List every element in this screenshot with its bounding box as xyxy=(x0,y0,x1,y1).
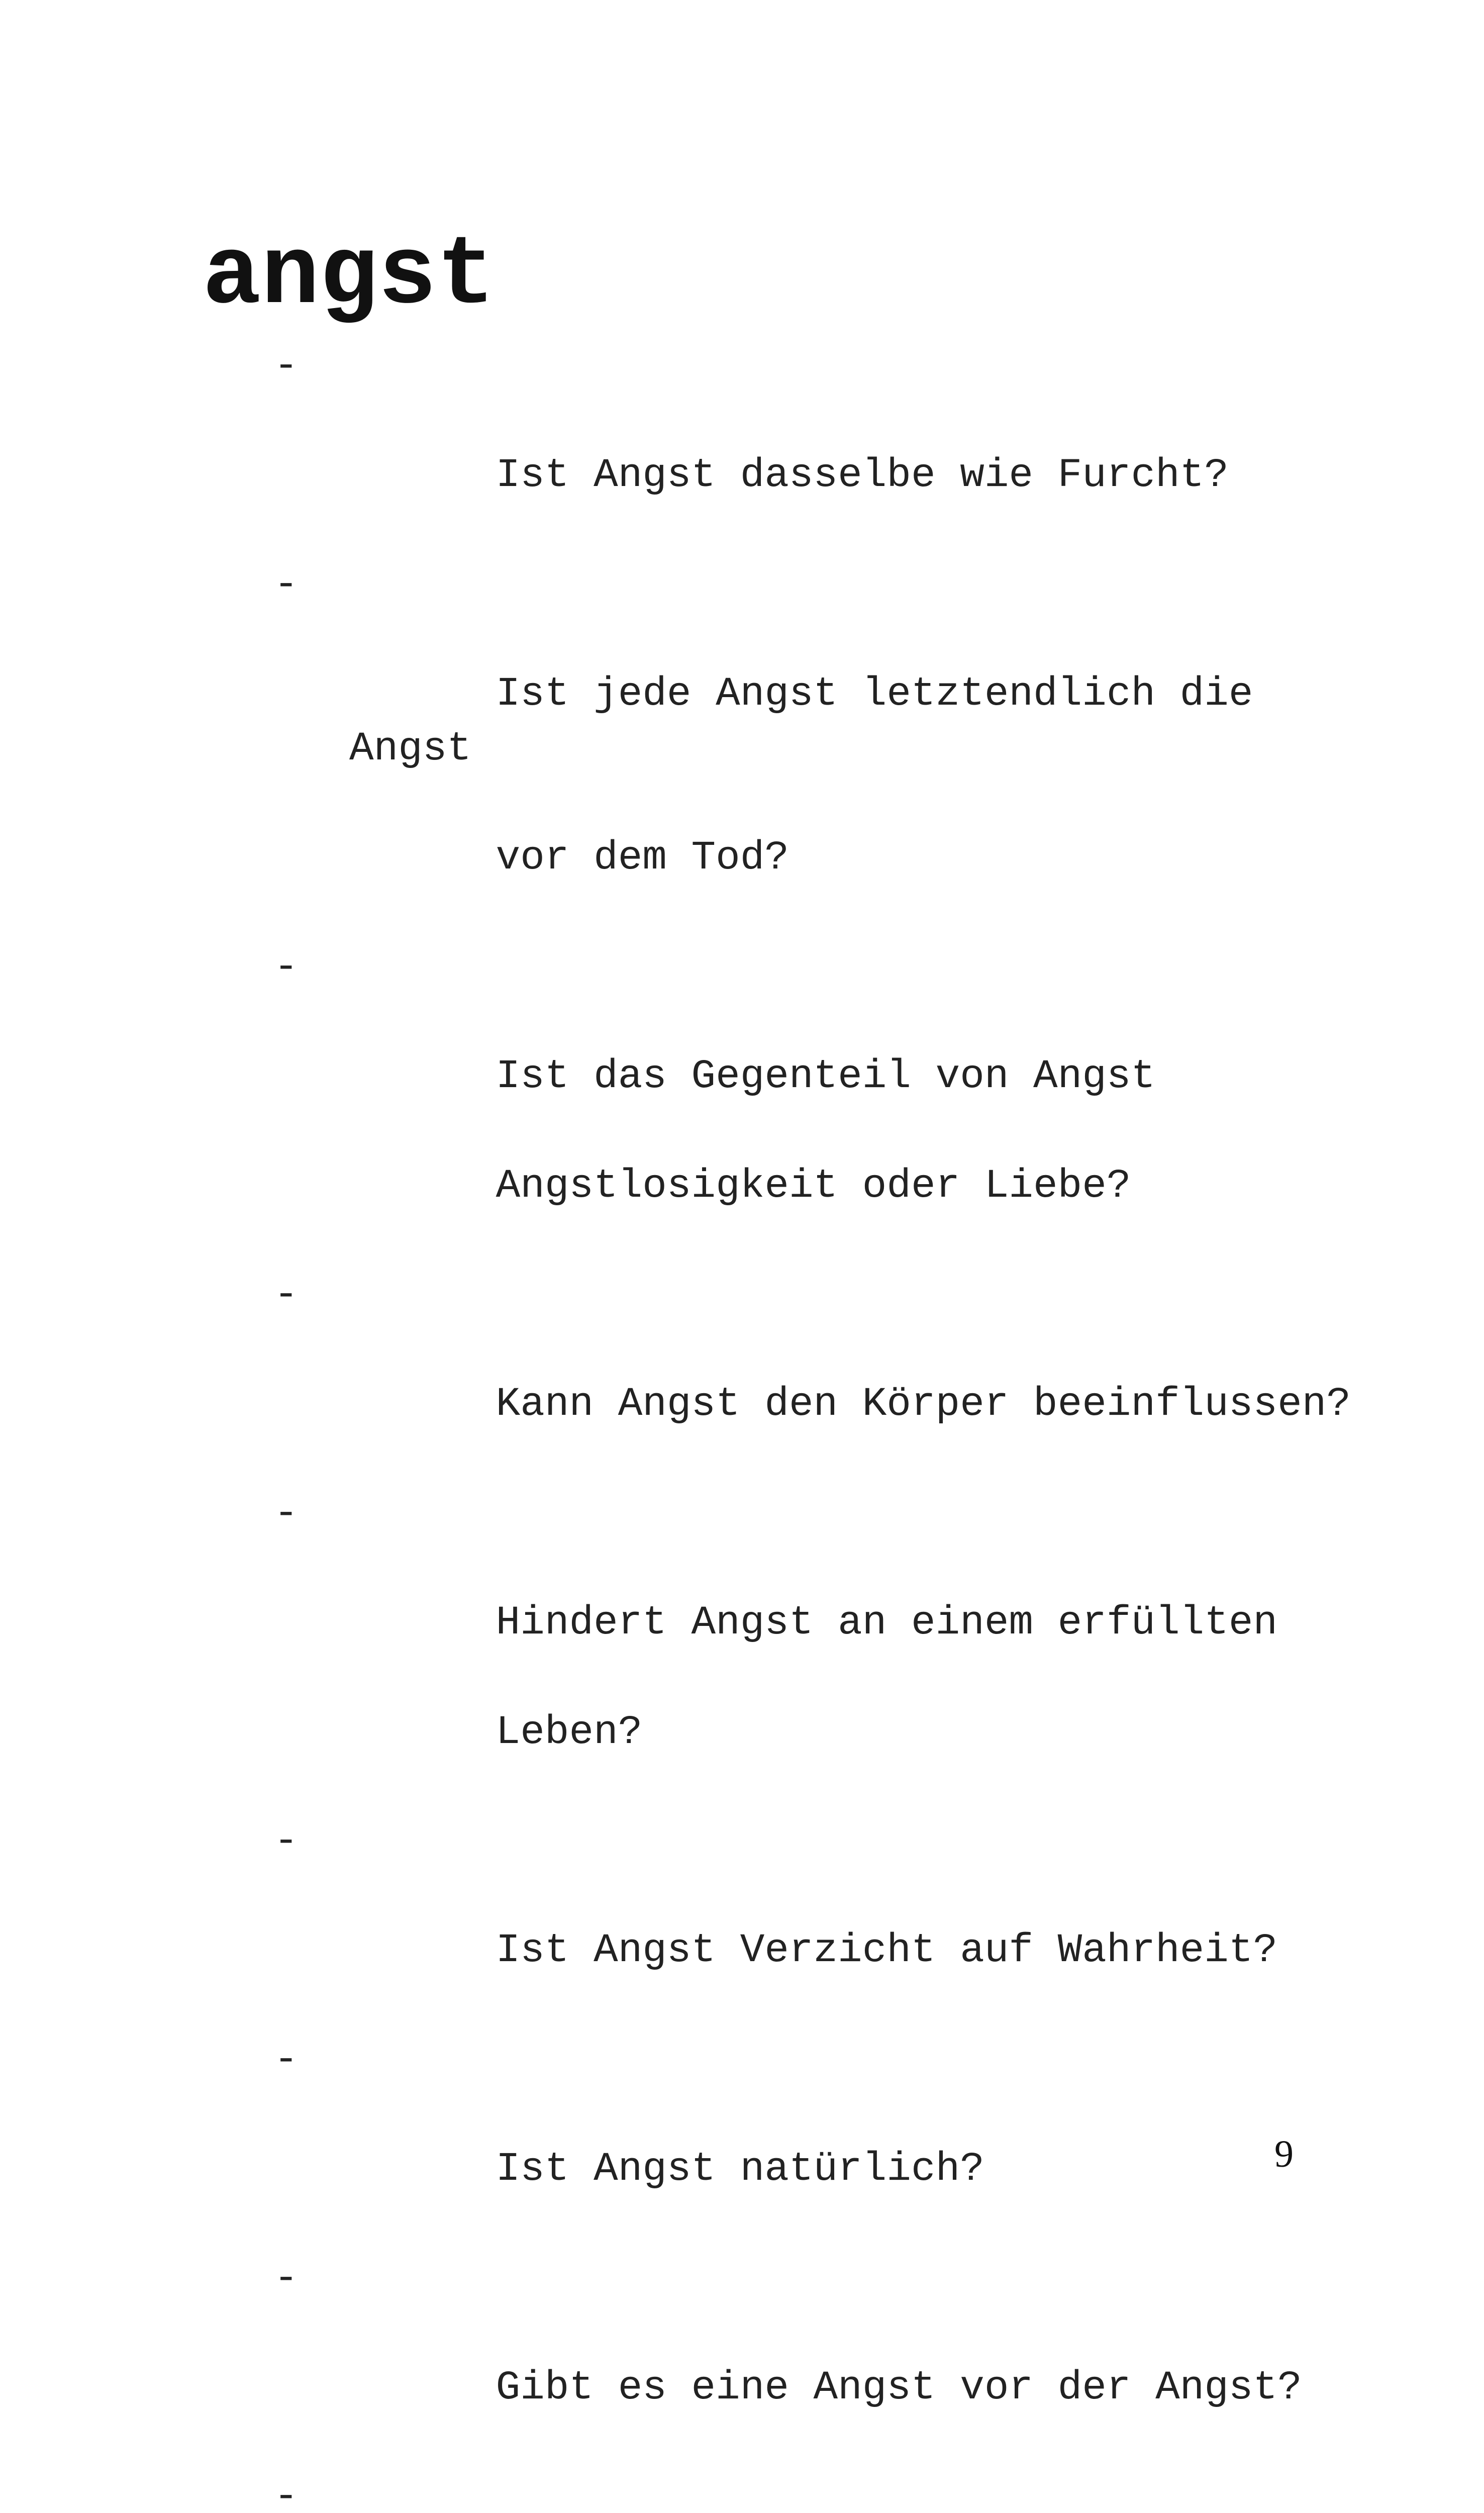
question-item xyxy=(274,2470,1379,2513)
page-number: 9 xyxy=(1274,2133,1294,2175)
bullet-dash: - xyxy=(274,1818,299,1865)
question-item xyxy=(274,2034,1379,2252)
question-line-continued: vor dem Tod? xyxy=(496,835,789,882)
question-line-continued: Angstlosigkeit oder Liebe? xyxy=(496,1163,1131,1209)
question-line: Ist das Gegenteil von Angst xyxy=(496,1054,1156,1100)
question-item xyxy=(274,941,1379,1269)
question-item xyxy=(274,1815,1379,2034)
question-list xyxy=(274,340,1379,2513)
page-title: angst xyxy=(203,221,496,332)
question-line: Gibt es eine Angst vor der Angst? xyxy=(496,2365,1302,2411)
question-item xyxy=(274,1487,1379,1815)
question-line: Ist Angst dasselbe wie Furcht? xyxy=(496,453,1229,499)
question-item xyxy=(274,2252,1379,2471)
bullet-dash: - xyxy=(274,2474,299,2513)
question-line: Ist Angst natürlich? xyxy=(496,2147,984,2193)
question-line: Ist jede Angst letztendlich die Angst xyxy=(349,671,1278,772)
question-item xyxy=(274,1269,1379,1487)
bullet-dash: - xyxy=(274,944,299,991)
bullet-dash: - xyxy=(274,2037,299,2083)
bullet-dash: - xyxy=(274,562,299,608)
question-item xyxy=(274,558,1379,941)
bullet-dash: - xyxy=(274,1491,299,1537)
question-line: Kann Angst den Körper beeinflussen? xyxy=(496,1382,1351,1428)
bullet-dash: - xyxy=(274,344,299,390)
question-line-continued: Leben? xyxy=(496,1709,643,1756)
bullet-dash: - xyxy=(274,2256,299,2302)
question-line: Hindert Angst an einem erfüllten xyxy=(496,1600,1278,1647)
bullet-dash: - xyxy=(274,1272,299,1318)
question-item xyxy=(274,340,1379,558)
question-line: Ist Angst Verzicht auf Wahrheit? xyxy=(496,1928,1278,1974)
